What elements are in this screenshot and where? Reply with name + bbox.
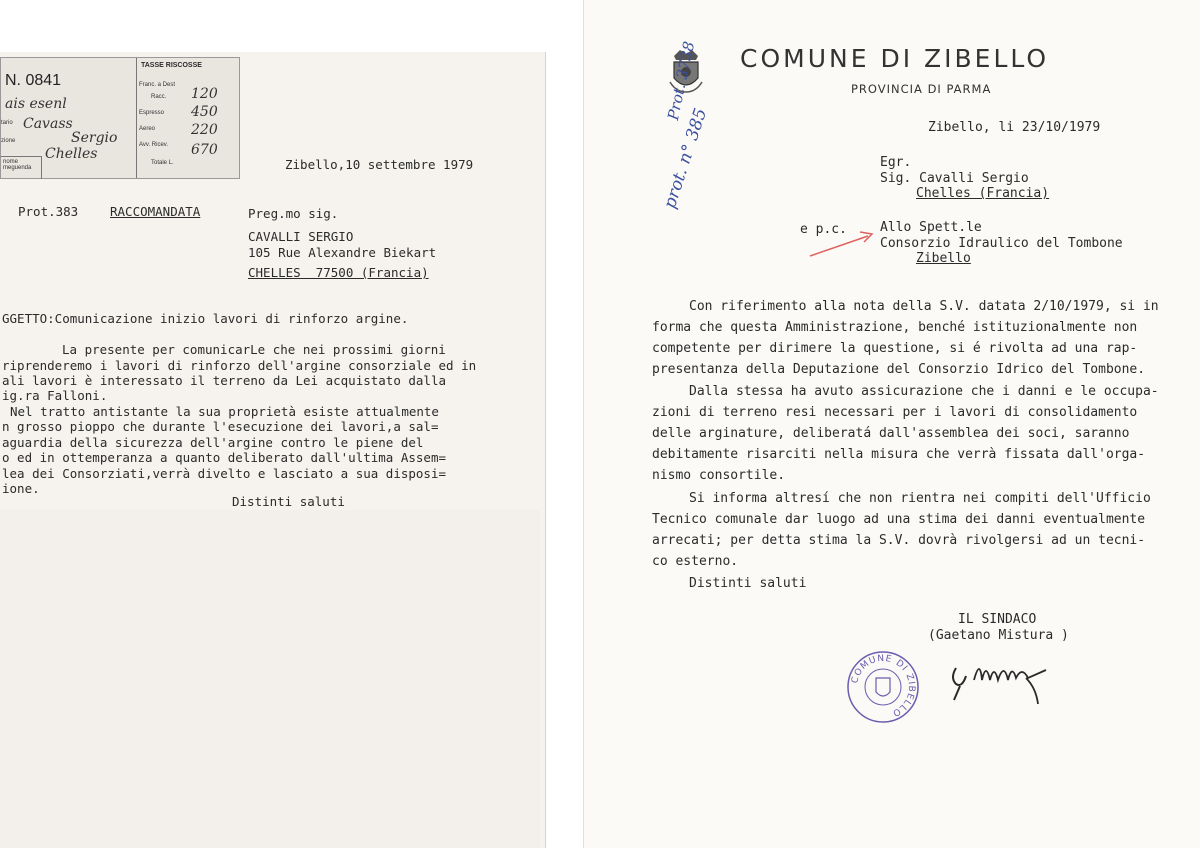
right-body-line: nismo consortile. bbox=[652, 468, 786, 483]
left-body-line: ig.ra Falloni. bbox=[2, 388, 108, 403]
left-date: Zibello,10 settembre 1979 bbox=[285, 157, 474, 172]
left-body-line: ali lavori è interessato il terreno da Lei acquistato dalla bbox=[2, 373, 447, 388]
right-date: Zibello, li 23/10/1979 bbox=[928, 120, 1101, 135]
handwritten-protocol-number: prot. n° 385 bbox=[660, 105, 712, 212]
right-body-line: co esterno. bbox=[652, 554, 739, 569]
right-body-line: Con riferimento alla nota della S.V. datata 2/10/1979, si in bbox=[689, 299, 1159, 314]
receipt-tasse-header: TASSE RISCOSSE bbox=[141, 62, 202, 69]
right-body-line: forma che questa Amministrazione, benché istituzionalmente non bbox=[652, 320, 1138, 335]
receipt-handwriting: Chelles bbox=[45, 146, 98, 162]
red-arrow-icon bbox=[806, 226, 878, 262]
receipt-divider bbox=[136, 58, 137, 178]
left-body-line: n grosso pioppo che durante l'esecuzione dei lavori,a sal= bbox=[2, 419, 439, 434]
right-body-line: Si informa altresí che non rientra nei compiti dell'Ufficio bbox=[689, 491, 1151, 506]
left-letter-lower-sheet bbox=[0, 510, 540, 848]
handwritten-signature-icon bbox=[946, 648, 1056, 708]
left-body-line: lea dei Consorziati,verrà divelto e lasciato a sua disposi= bbox=[2, 466, 447, 481]
municipality-title: COMUNE DI ZIBELLO bbox=[740, 44, 1050, 73]
left-recipient-name: CAVALLI SERGIO bbox=[248, 229, 354, 244]
receipt-fee-label: Racc. bbox=[151, 94, 167, 100]
left-body-line: o ed in ottemperanza a quanto deliberato dall'ultima Assem= bbox=[2, 450, 447, 465]
addressee-prefix: Egr. bbox=[880, 155, 912, 170]
receipt-fee-label: Avv. Ricev. bbox=[139, 142, 169, 148]
addressee-city: Chelles (Francia) bbox=[916, 186, 1050, 201]
handwritten-protocol: Prot. 3738 bbox=[664, 39, 699, 122]
postal-receipt bbox=[0, 57, 240, 179]
receipt-fee-label: Totale L. bbox=[151, 160, 174, 166]
receipt-field-label: tario bbox=[1, 120, 13, 126]
receipt-field-label: zione bbox=[1, 138, 16, 144]
left-letter-type: RACCOMANDATA bbox=[110, 204, 201, 219]
left-body-line: aguardia della sicurezza dell'argine contro le piene del bbox=[2, 435, 424, 450]
right-body-line: zioni di terreno resi necessari per i lavori di consolidamento bbox=[652, 405, 1138, 420]
receipt-fee-label: Aereo bbox=[139, 126, 156, 132]
left-subject: GGETTO:Comunicazione inizio lavori di rinforzo argine. bbox=[2, 311, 409, 326]
right-body-line: debitamente risarciti nella misura che verrà fissata dall'orga- bbox=[652, 447, 1146, 462]
cc-line-1: Allo Spett.le bbox=[880, 220, 982, 235]
left-body-line: La presente per comunicarLe che nei prossimi giorni bbox=[62, 342, 446, 357]
left-body-line: Nel tratto antistante la sua proprietà esiste attualmente bbox=[10, 404, 439, 419]
right-body-line: arrecati; per detta stima la S.V. dovrà rivolgersi ad un tecni- bbox=[652, 533, 1146, 548]
left-recipient-street: 105 Rue Alexandre Biekart bbox=[248, 245, 437, 260]
receipt-bottom-box bbox=[1, 156, 42, 179]
cc-label: e p.c. bbox=[800, 222, 847, 237]
receipt-fee-label: Franc. a Dest bbox=[139, 82, 176, 88]
receipt-number: N. 0841 bbox=[5, 72, 62, 89]
cc-line-3: Zibello bbox=[916, 251, 971, 266]
receipt-handwriting: Sergio bbox=[71, 130, 118, 146]
right-body-line: competente per dirimere la questione, si é rivolta ad una rap- bbox=[652, 341, 1138, 356]
left-closing: Distinti saluti bbox=[232, 494, 345, 509]
receipt-amount: 220 bbox=[191, 122, 218, 138]
left-body-line: ione. bbox=[2, 481, 40, 496]
left-salutation: Preg.mo sig. bbox=[248, 206, 339, 221]
signature-title: IL SINDACO bbox=[958, 612, 1037, 627]
cc-line-2: Consorzio Idraulico del Tombone bbox=[880, 236, 1123, 251]
receipt-amount: 670 bbox=[191, 142, 218, 158]
receipt-amount: 450 bbox=[191, 104, 218, 120]
left-recipient-city: CHELLES 77500 (Francia) bbox=[248, 265, 429, 280]
right-body-line: presentanza della Deputazione del Consorzio Idrico del Tombone. bbox=[652, 362, 1146, 377]
signature-name: (Gaetano Mistura ) bbox=[928, 628, 1069, 643]
receipt-amount: 120 bbox=[191, 86, 218, 102]
left-protocol: Prot.383 bbox=[18, 204, 79, 219]
right-body-line: delle arginature, deliberatá dall'assemblea dei soci, saranno bbox=[652, 426, 1130, 441]
stamp-text: COMUNE DI ZIBELLO bbox=[850, 653, 917, 719]
right-closing: Distinti saluti bbox=[689, 576, 807, 591]
svg-text:COMUNE DI ZIBELLO bbox=[850, 654, 916, 718]
receipt-bottom-label: nome meguenda bbox=[3, 159, 32, 171]
receipt-handwriting: ais esenl bbox=[5, 96, 67, 112]
right-body-line: Dalla stessa ha avuto assicurazione che i danni e le occupa- bbox=[689, 384, 1159, 399]
right-body-line: Tecnico comunale dar luogo ad una stima dei danni eventualmente bbox=[652, 512, 1146, 527]
municipal-stamp-icon bbox=[846, 650, 920, 724]
province-subtitle: PROVINCIA DI PARMA bbox=[851, 82, 992, 96]
receipt-handwriting: Cavass bbox=[23, 116, 73, 132]
addressee-name: Sig. Cavalli Sergio bbox=[880, 171, 1029, 186]
left-body-line: riprenderemo i lavori di rinforzo dell'argine consorziale ed in bbox=[2, 358, 477, 373]
receipt-fee-label: Espresso bbox=[139, 110, 165, 116]
